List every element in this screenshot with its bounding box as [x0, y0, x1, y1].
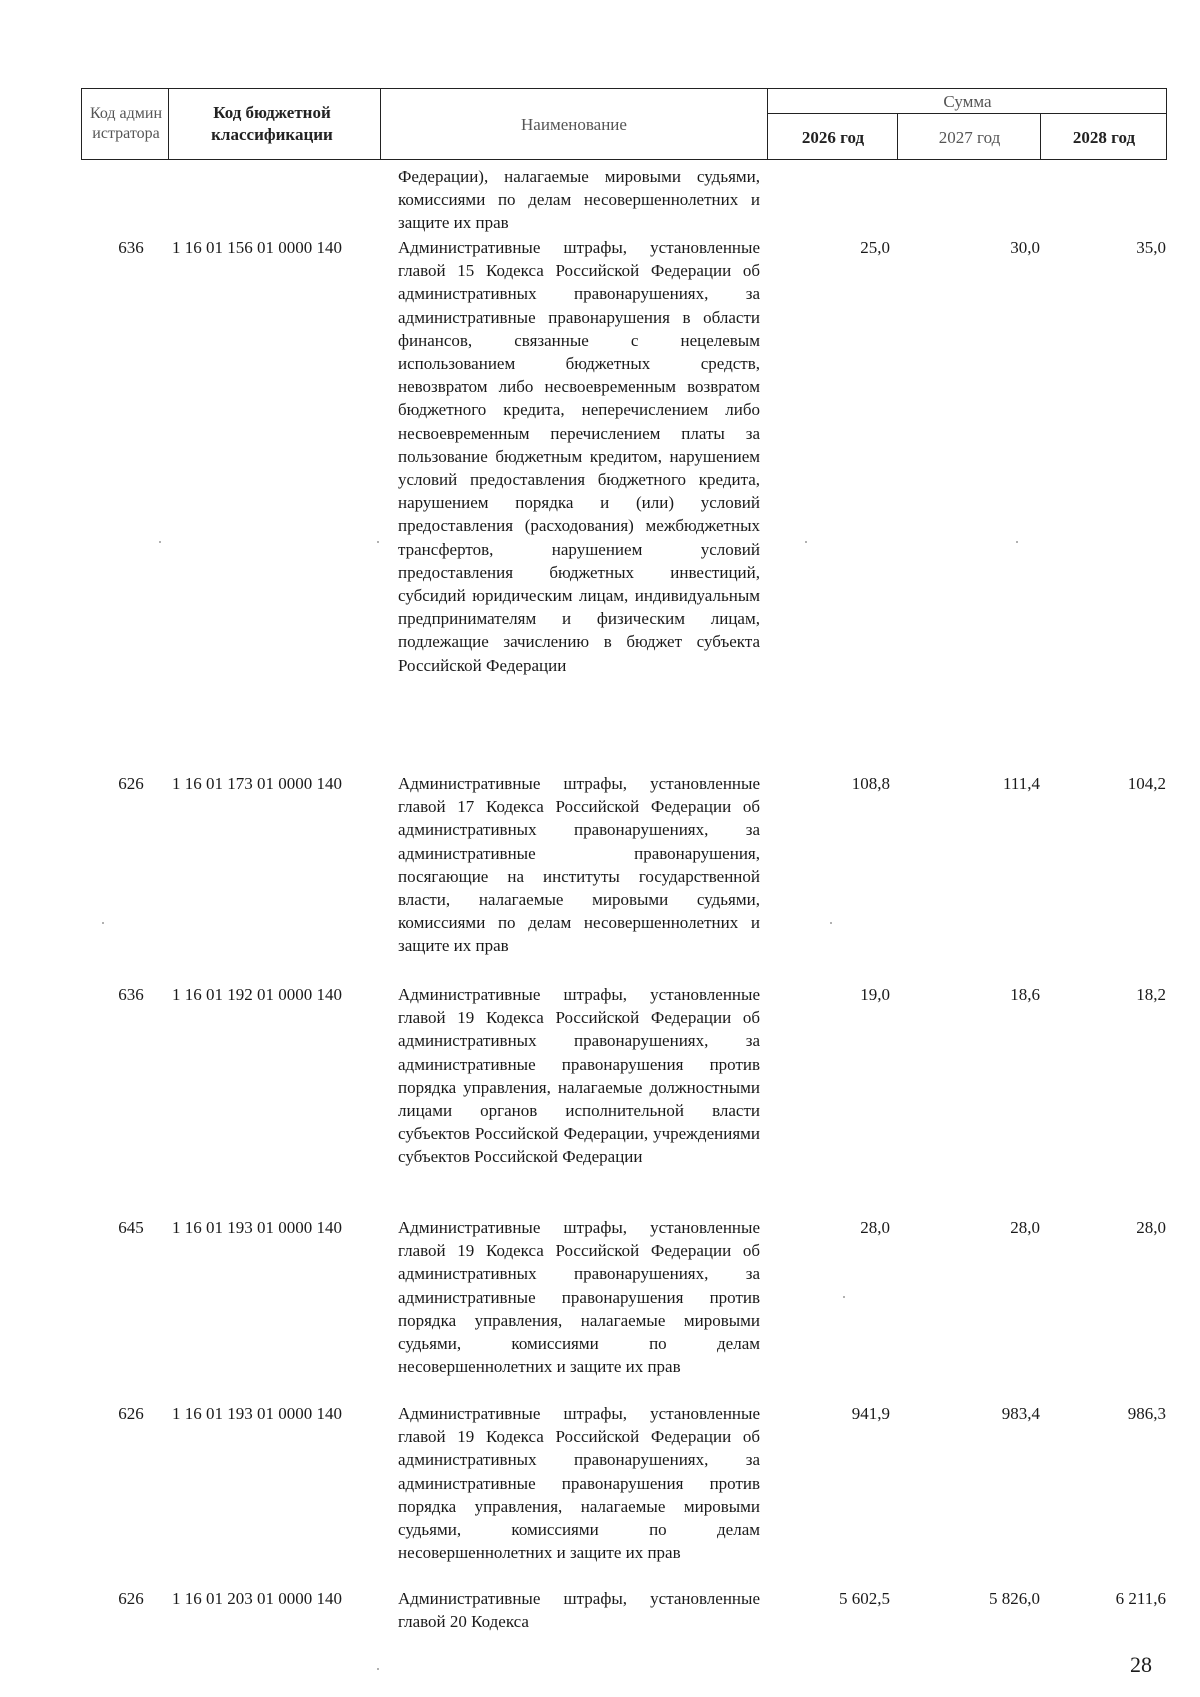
- header-year-2026: 2026 год: [801, 127, 865, 147]
- scan-speck: [377, 1668, 379, 1670]
- scan-speck: [159, 541, 161, 543]
- sum-2028: 35,0: [1136, 238, 1166, 257]
- table-header: [81, 88, 1167, 160]
- sum-2026: 25,0: [860, 238, 890, 257]
- admin-code: 626: [118, 1404, 144, 1423]
- sum-2027: 111,4: [1003, 774, 1040, 793]
- sum-2026: 108,8: [851, 774, 890, 793]
- sum-2027: 18,6: [1010, 985, 1040, 1004]
- admin-code: 636: [118, 985, 144, 1004]
- sum-2027: 28,0: [1010, 1218, 1040, 1237]
- admin-code: 636: [118, 238, 144, 257]
- kbk-code: 1 16 01 193 01 0000 140: [172, 1404, 342, 1423]
- sum-2026: 28,0: [860, 1218, 890, 1237]
- scan-speck: [805, 541, 807, 543]
- scan-speck: [843, 1296, 845, 1298]
- row-name: Административные штрафы, установленные главой 20 Кодекса: [398, 1589, 760, 1632]
- sum-2028: 18,2: [1136, 985, 1166, 1004]
- row-name: Административные штрафы, установленные главой 17 Кодекса Российской Федерации об административных правонарушениях, за административные правонарушения, посягающие на институты государственной власти, налагаемые мировыми судьями, комиссиями по делам несовершеннолетних и защите их прав: [398, 774, 760, 956]
- header-year-2028: 2028 год: [1072, 127, 1136, 147]
- header-name: Наименование: [521, 114, 627, 134]
- admin-code: 626: [118, 774, 144, 793]
- sum-2028: 104,2: [1127, 774, 1166, 793]
- header-admin-code: Код администратора: [89, 105, 163, 142]
- kbk-code: 1 16 01 156 01 0000 140: [172, 238, 342, 257]
- kbk-code: 1 16 01 173 01 0000 140: [172, 774, 342, 793]
- sum-2028: 28,0: [1136, 1218, 1166, 1237]
- page-number: 28: [1130, 1652, 1152, 1677]
- sum-2027: 30,0: [1010, 238, 1040, 257]
- scan-speck: [1016, 541, 1018, 543]
- continuation-text: Федерации), налагаемые мировыми судьями, комиссиями по делам несовершеннолетних и защите их прав: [398, 167, 760, 233]
- kbk-code: 1 16 01 192 01 0000 140: [172, 985, 342, 1004]
- sum-2028: 6 211,6: [1115, 1589, 1166, 1608]
- sum-2026: 19,0: [860, 985, 890, 1004]
- row-name: Административные штрафы, установленные главой 19 Кодекса Российской Федерации об административных правонарушениях, за административные правонарушения против порядка управления, налагаемые мировыми судьями, комиссиями по делам несовершеннолетних и защите их прав: [398, 1404, 760, 1563]
- sum-2026: 5 602,5: [839, 1589, 890, 1608]
- sum-2026: 941,9: [851, 1404, 890, 1423]
- scan-speck: [102, 922, 104, 924]
- admin-code: 645: [118, 1218, 144, 1237]
- sum-2027: 5 826,0: [989, 1589, 1040, 1608]
- scan-speck: [830, 922, 832, 924]
- header-year-2027: 2027 год: [938, 127, 1001, 147]
- admin-code: 626: [118, 1589, 144, 1608]
- sum-2027: 983,4: [1001, 1404, 1040, 1423]
- kbk-code: 1 16 01 193 01 0000 140: [172, 1218, 342, 1237]
- sum-2028: 986,3: [1127, 1404, 1166, 1423]
- row-name: Административные штрафы, установленные главой 15 Кодекса Российской Федерации об административных правонарушениях, за административные правонарушения в области финансов, связанные с нецелевым использованием бюджетных средств, невозвратом либо несвоевременным возвратом бюджетного кредита, неперечислением либо несвоевременным перечислением платы за пользование бюджетным кредитом, нарушением условий предоставления бюджетного кредита, нарушением порядка и (или) условий предоставления (расходования) межбюджетных трансфертов, нарушением условий предоставления бюджетных инвестиций, субсидий юридическим лицам, индивидуальным предпринимателям и физическим лицам, подлежащие зачислению в бюджет субъекта Российской Федерации: [398, 238, 760, 675]
- row-name: Административные штрафы, установленные главой 19 Кодекса Российской Федерации об административных правонарушениях, за административные правонарушения против порядка управления, налагаемые должностными лицами органов исполнительной власти субъектов Российской Федерации, учреждениями субъектов Российской Федерации: [398, 985, 760, 1167]
- header-kbk: Код бюджетной классификации: [211, 103, 333, 144]
- header-sum: Сумма: [943, 91, 992, 111]
- row-name: Административные штрафы, установленные главой 19 Кодекса Российской Федерации об административных правонарушениях, за административные правонарушения против порядка управления, налагаемые мировыми судьями, комиссиями по делам несовершеннолетних и защите их прав: [398, 1218, 760, 1377]
- scan-speck: [377, 541, 379, 543]
- kbk-code: 1 16 01 203 01 0000 140: [172, 1589, 342, 1608]
